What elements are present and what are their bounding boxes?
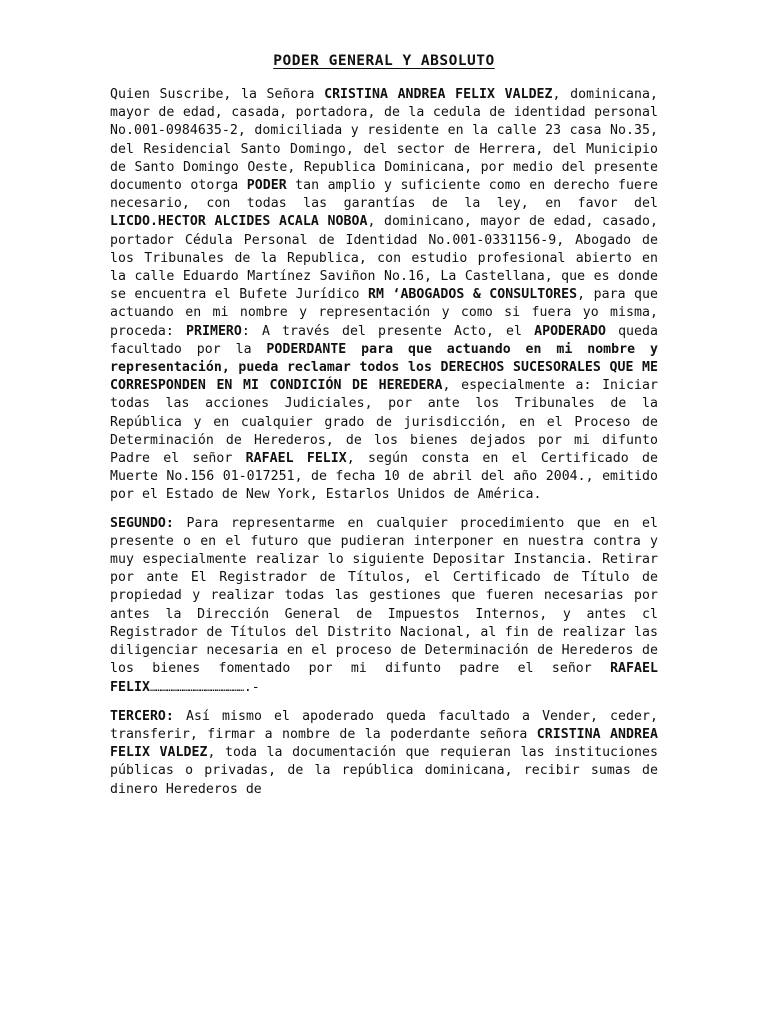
paragraph-text: , dominicana, mayor de edad, casada, portadora, de la cedula de identidad personal No.001-0984635-2, domiciliada y residente en la calle 23 casa No.35, del Residencial Santo Domingo, del sector de Herrera, del Municipio de Santo Domingo Oeste, Republica Dominicana, por medio del presente documento otorga [110, 87, 658, 194]
bold-text: LICDO.HECTOR ALCIDES ACALA NOBOA [110, 214, 368, 230]
paragraph-text: , especialmente a: Iniciar todas las acciones Judiciales, por ante los Tribunales de la República y en cualquier grado de jurisdicción, en el Proceso de Determinación de Herederos, de los bienes dejados por mi difunto Padre el señor [110, 378, 658, 467]
paragraph-2 [110, 515, 658, 698]
bold-text: PODER [246, 178, 287, 194]
paragraph-text: , según consta en el Certificado de Muerte No.156 01-017251, de fecha 10 de abril del año 2004., emitido por el Estado de New York, Estarlos Unidos de América. [110, 451, 658, 503]
paragraph-text: Para representarme en cualquier procedimiento que en el presente o en el futuro que pudieran interponer en nuestra contra y muy especialmente realizar lo siguiente Depositar Instancia. Retirar por ante El Registrador de Títulos, el Certificado de Título de propiedad y realizar todas las gestiones que fueren necesarias por antes la Dirección General de Impuestos Internos, y antes cl Registrador de Títulos del Distrito Nacional, al fin de realizar las diligenciar necesaria en el proceso de Determinación de Herederos de los bienes fomentado por mi difunto padre el señor [110, 515, 658, 677]
paragraph-text: …………………………………………… [149, 682, 244, 694]
paragraph-text: queda facultado por la [110, 323, 659, 357]
paragraph-text: , para que actuando en mi nombre y representación y como si fuera yo misma, proceda: [110, 287, 658, 339]
paragraph-1 [110, 86, 658, 505]
paragraph-text: .- [243, 679, 260, 695]
paragraph-text: : A través del presente Acto, el [241, 323, 535, 339]
bold-text: TERCERO: [110, 708, 174, 724]
bold-text: APODERADO [534, 323, 606, 339]
bold-text: SEGUNDO: [110, 515, 174, 531]
paragraph-3 [110, 708, 658, 799]
bold-text: RM ‘ABOGADOS & CONSULTORES [368, 287, 578, 303]
paragraph-text: tan amplio y suficiente como en derecho fuere necesario, con todas las garantías de la ley, en favor del [110, 178, 658, 212]
document-body [110, 86, 658, 799]
paragraph-text: , toda la documentación que requieran las instituciones públicas o privadas, de la república dominicana, recibir sumas de dinero Herederos de [110, 745, 658, 797]
paragraph-text: Así mismo el apoderado queda facultado a Vender, ceder, transferir, firmar a nombre de la poderdante señora [110, 708, 658, 742]
bold-text: RAFAEL FELIX [110, 661, 658, 695]
bold-text: CRISTINA ANDREA FELIX VALDEZ [110, 726, 658, 761]
document-title: PODER GENERAL Y ABSOLUTO [273, 53, 495, 69]
bold-text: PRIMERO [185, 323, 242, 339]
paragraph-text: Quien Suscribe, la Señora [110, 87, 325, 102]
bold-text: PODERDANTE para que actuando en mi nombre y representación, pueda reclamar todos los DERECHOS SUCESORALES QUE ME CORRESPONDEN EN MI CONDICIÓN DE HEREDERA [110, 341, 658, 394]
bold-text: RAFAEL FELIX [245, 451, 347, 467]
paragraph-text: , dominicano, mayor de edad, casado, portador Cédula Personal de Identidad No.001-0331156-9, Abogado de los Tribunales de la Republica, con estudio profesional abierto en la calle Eduardo Martínez Saviñon No.16, La Castellana, que es donde se encuentra el Bufete Jurídico [110, 214, 659, 303]
bold-text: CRISTINA ANDREA FELIX VALDEZ [324, 87, 553, 102]
